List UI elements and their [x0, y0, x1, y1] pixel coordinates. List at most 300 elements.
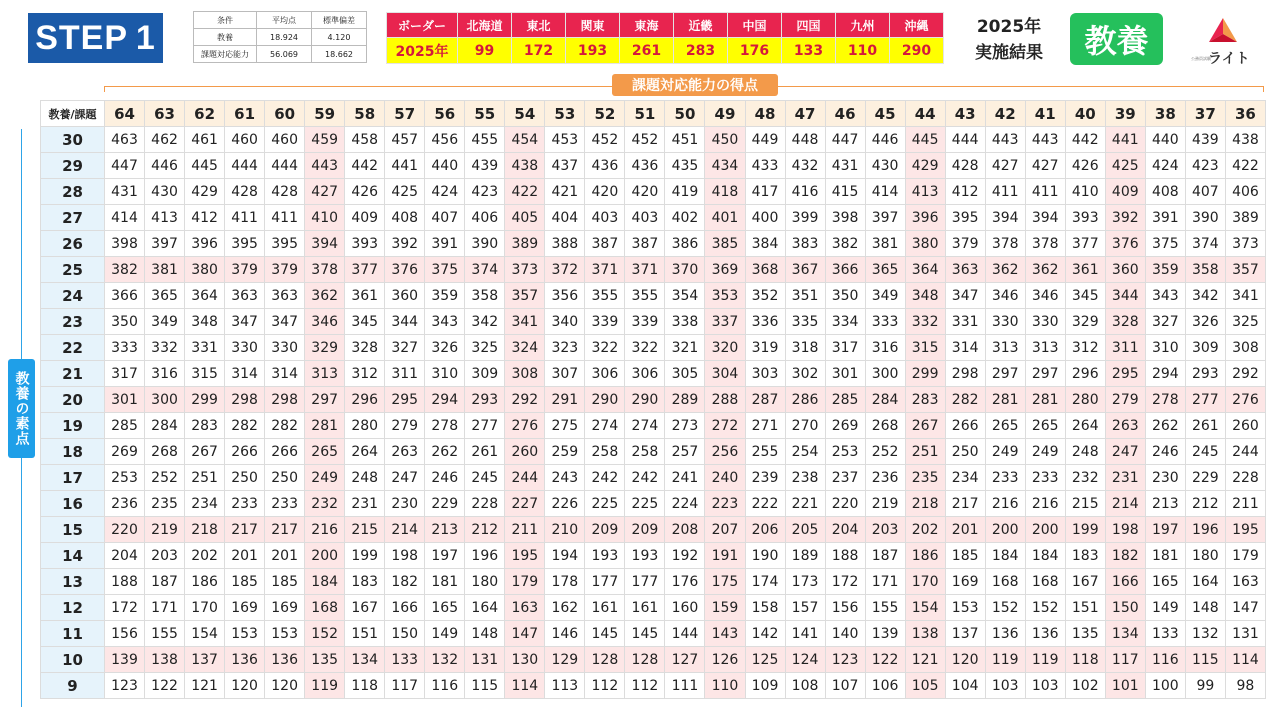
table-cell: 220 [105, 517, 145, 543]
table-cell: 155 [145, 621, 185, 647]
table-cell: 233 [985, 465, 1025, 491]
column-header: 39 [1105, 101, 1145, 127]
table-cell: 423 [465, 179, 505, 205]
table-cell: 233 [265, 491, 305, 517]
table-cell: 118 [345, 673, 385, 699]
table-cell: 385 [705, 231, 745, 257]
table-cell: 306 [625, 361, 665, 387]
border-value-cell: 290 [890, 38, 944, 64]
table-cell: 265 [1025, 413, 1065, 439]
table-cell: 178 [545, 569, 585, 595]
table-cell: 160 [665, 595, 705, 621]
table-cell: 294 [1145, 361, 1185, 387]
table-cell: 303 [745, 361, 785, 387]
table-cell: 218 [185, 517, 225, 543]
table-cell: 140 [825, 621, 865, 647]
table-cell: 252 [145, 465, 185, 491]
table-row [41, 647, 1266, 673]
table-cell: 253 [105, 465, 145, 491]
table-cell: 269 [825, 413, 865, 439]
table-cell: 361 [345, 283, 385, 309]
border-header-cell: 北海道 [458, 13, 512, 38]
stats-table [193, 11, 367, 63]
table-cell: 431 [825, 153, 865, 179]
table-cell: 411 [985, 179, 1025, 205]
table-cell: 344 [1105, 283, 1145, 309]
table-cell: 167 [1065, 569, 1105, 595]
table-cell: 440 [1145, 127, 1185, 153]
table-cell: 205 [785, 517, 825, 543]
table-cell: 397 [865, 205, 905, 231]
table-cell: 338 [665, 309, 705, 335]
table-cell: 375 [425, 257, 465, 283]
table-cell: 379 [225, 257, 265, 283]
table-cell: 131 [1225, 621, 1265, 647]
table-cell: 143 [705, 621, 745, 647]
table-cell: 195 [1225, 517, 1265, 543]
table-cell: 328 [345, 335, 385, 361]
table-cell: 366 [105, 283, 145, 309]
table-cell: 314 [265, 361, 305, 387]
table-cell: 327 [1145, 309, 1185, 335]
table-cell: 371 [625, 257, 665, 283]
table-cell: 315 [905, 335, 945, 361]
year-result-year: 2025年 [976, 17, 1042, 37]
table-cell: 116 [1145, 647, 1185, 673]
table-cell: 395 [225, 231, 265, 257]
table-cell: 136 [225, 647, 265, 673]
table-cell: 379 [945, 231, 985, 257]
column-header: 63 [145, 101, 185, 127]
table-cell: 312 [345, 361, 385, 387]
table-cell: 349 [145, 309, 185, 335]
table-cell: 198 [385, 543, 425, 569]
table-cell: 161 [625, 595, 665, 621]
column-header: 41 [1025, 101, 1065, 127]
table-cell: 300 [865, 361, 905, 387]
table-cell: 334 [825, 309, 865, 335]
border-value-cell: 172 [512, 38, 566, 64]
table-cell: 428 [945, 153, 985, 179]
border-value-cell: 261 [620, 38, 674, 64]
column-header: 51 [625, 101, 665, 127]
table-cell: 272 [705, 413, 745, 439]
table-cell: 203 [865, 517, 905, 543]
table-cell: 177 [625, 569, 665, 595]
column-header: 36 [1225, 101, 1265, 127]
column-header: 60 [265, 101, 305, 127]
table-cell: 346 [1025, 283, 1065, 309]
row-header: 14 [41, 543, 105, 569]
table-cell: 394 [1025, 205, 1065, 231]
table-cell: 397 [145, 231, 185, 257]
table-cell: 286 [785, 387, 825, 413]
table-cell: 420 [625, 179, 665, 205]
table-cell: 372 [545, 257, 585, 283]
table-cell: 158 [745, 595, 785, 621]
table-cell: 285 [825, 387, 865, 413]
table-cell: 389 [505, 231, 545, 257]
table-cell: 282 [225, 413, 265, 439]
table-cell: 425 [1105, 153, 1145, 179]
border-header-cell: 東北 [512, 13, 566, 38]
table-cell: 358 [1185, 257, 1225, 283]
table-cell: 356 [545, 283, 585, 309]
row-header: 13 [41, 569, 105, 595]
score-table [40, 100, 1266, 699]
table-cell: 317 [825, 335, 865, 361]
table-cell: 407 [425, 205, 465, 231]
table-cell: 343 [1145, 283, 1185, 309]
table-cell: 269 [105, 439, 145, 465]
border-value-cell: 133 [782, 38, 836, 64]
table-cell: 315 [185, 361, 225, 387]
table-row [41, 491, 1266, 517]
table-cell: 147 [1225, 595, 1265, 621]
table-cell: 411 [265, 205, 305, 231]
table-cell: 439 [465, 153, 505, 179]
table-cell: 223 [705, 491, 745, 517]
table-cell: 131 [465, 647, 505, 673]
table-cell: 246 [1145, 439, 1185, 465]
table-cell: 281 [985, 387, 1025, 413]
table-cell: 199 [1065, 517, 1105, 543]
y-axis-label: 教養の素点 [8, 359, 35, 458]
table-cell: 332 [905, 309, 945, 335]
column-header: 54 [505, 101, 545, 127]
table-cell: 104 [945, 673, 985, 699]
table-cell: 391 [425, 231, 465, 257]
column-header: 59 [305, 101, 345, 127]
column-header: 52 [585, 101, 625, 127]
table-cell: 331 [945, 309, 985, 335]
table-cell: 414 [865, 179, 905, 205]
table-cell: 246 [425, 465, 465, 491]
table-cell: 461 [185, 127, 225, 153]
stats-header-cell: 条件 [194, 12, 257, 29]
table-cell: 119 [305, 673, 345, 699]
table-cell: 333 [105, 335, 145, 361]
table-cell: 311 [385, 361, 425, 387]
table-cell: 247 [385, 465, 425, 491]
table-cell: 346 [305, 309, 345, 335]
table-cell: 146 [545, 621, 585, 647]
row-header: 30 [41, 127, 105, 153]
table-cell: 379 [265, 257, 305, 283]
table-cell: 393 [345, 231, 385, 257]
table-cell: 391 [1145, 205, 1185, 231]
table-row [41, 153, 1266, 179]
row-header: 15 [41, 517, 105, 543]
table-cell: 298 [945, 361, 985, 387]
table-cell: 112 [625, 673, 665, 699]
table-cell: 191 [705, 543, 745, 569]
table-cell: 248 [345, 465, 385, 491]
table-cell: 287 [745, 387, 785, 413]
table-cell: 330 [265, 335, 305, 361]
stats-header-cell: 標準偏差 [312, 12, 367, 29]
table-cell: 439 [1185, 127, 1225, 153]
table-cell: 454 [505, 127, 545, 153]
table-cell: 235 [905, 465, 945, 491]
table-cell: 212 [465, 517, 505, 543]
table-cell: 404 [545, 205, 585, 231]
table-cell: 389 [1225, 205, 1265, 231]
table-row [41, 335, 1266, 361]
table-cell: 165 [1145, 569, 1185, 595]
x-axis-label: 課題対応能力の得点 [612, 74, 778, 96]
border-value-cell: 2025年 [387, 38, 458, 64]
border-value-cell: 283 [674, 38, 728, 64]
table-cell: 153 [945, 595, 985, 621]
table-cell: 232 [305, 491, 345, 517]
table-cell: 250 [265, 465, 305, 491]
table-cell: 364 [185, 283, 225, 309]
table-cell: 111 [665, 673, 705, 699]
table-cell: 305 [665, 361, 705, 387]
table-cell: 364 [905, 257, 945, 283]
table-cell: 159 [705, 595, 745, 621]
table-cell: 184 [985, 543, 1025, 569]
table-cell: 360 [1105, 257, 1145, 283]
table-cell: 373 [1225, 231, 1265, 257]
table-cell: 153 [225, 621, 265, 647]
table-cell: 263 [385, 439, 425, 465]
table-cell: 381 [865, 231, 905, 257]
table-cell: 163 [505, 595, 545, 621]
table-cell: 136 [1025, 621, 1065, 647]
table-cell: 428 [225, 179, 265, 205]
table-cell: 196 [465, 543, 505, 569]
table-cell: 265 [985, 413, 1025, 439]
table-row [41, 309, 1266, 335]
table-row [41, 413, 1266, 439]
border-value-cell: 110 [836, 38, 890, 64]
border-header-row [387, 13, 944, 38]
table-cell: 265 [305, 439, 345, 465]
table-cell: 413 [145, 205, 185, 231]
table-cell: 116 [425, 673, 465, 699]
table-cell: 203 [145, 543, 185, 569]
table-cell: 165 [425, 595, 465, 621]
table-row [41, 621, 1266, 647]
table-cell: 363 [265, 283, 305, 309]
table-cell: 216 [305, 517, 345, 543]
table-row [41, 543, 1266, 569]
table-cell: 307 [545, 361, 585, 387]
table-cell: 200 [985, 517, 1025, 543]
table-cell: 186 [905, 543, 945, 569]
column-header: 56 [425, 101, 465, 127]
table-cell: 245 [465, 465, 505, 491]
table-cell: 426 [1065, 153, 1105, 179]
table-cell: 172 [825, 569, 865, 595]
table-cell: 200 [305, 543, 345, 569]
table-cell: 430 [865, 153, 905, 179]
table-cell: 201 [945, 517, 985, 543]
table-cell: 190 [745, 543, 785, 569]
table-cell: 354 [665, 283, 705, 309]
table-cell: 368 [745, 257, 785, 283]
table-cell: 313 [305, 361, 345, 387]
table-cell: 220 [825, 491, 865, 517]
table-cell: 424 [425, 179, 465, 205]
table-cell: 185 [225, 569, 265, 595]
table-cell: 244 [505, 465, 545, 491]
table-cell: 341 [1225, 283, 1265, 309]
table-cell: 162 [545, 595, 585, 621]
table-cell: 268 [145, 439, 185, 465]
table-cell: 284 [145, 413, 185, 439]
table-cell: 306 [585, 361, 625, 387]
table-cell: 425 [385, 179, 425, 205]
table-cell: 444 [265, 153, 305, 179]
border-value-cell: 99 [458, 38, 512, 64]
table-cell: 202 [905, 517, 945, 543]
table-cell: 179 [505, 569, 545, 595]
table-cell: 150 [385, 621, 425, 647]
table-cell: 387 [625, 231, 665, 257]
table-cell: 359 [1145, 257, 1185, 283]
table-cell: 257 [665, 439, 705, 465]
table-cell: 209 [585, 517, 625, 543]
table-cell: 267 [905, 413, 945, 439]
table-row [41, 569, 1266, 595]
table-cell: 121 [905, 647, 945, 673]
table-cell: 256 [705, 439, 745, 465]
border-header-cell: ボーダー [387, 13, 458, 38]
table-cell: 118 [1065, 647, 1105, 673]
table-cell: 393 [1065, 205, 1105, 231]
table-cell: 259 [545, 439, 585, 465]
table-cell: 120 [945, 647, 985, 673]
table-cell: 238 [785, 465, 825, 491]
table-cell: 279 [1105, 387, 1145, 413]
table-cell: 392 [385, 231, 425, 257]
table-cell: 340 [545, 309, 585, 335]
table-cell: 304 [705, 361, 745, 387]
table-cell: 329 [305, 335, 345, 361]
column-header: 46 [825, 101, 865, 127]
table-cell: 260 [505, 439, 545, 465]
stats-cell: 課題対応能力 [194, 46, 257, 63]
table-cell: 398 [825, 205, 865, 231]
table-cell: 463 [105, 127, 145, 153]
table-row [41, 361, 1266, 387]
table-cell: 117 [385, 673, 425, 699]
column-header: 42 [985, 101, 1025, 127]
table-cell: 447 [105, 153, 145, 179]
table-cell: 186 [185, 569, 225, 595]
table-cell: 382 [105, 257, 145, 283]
column-header: 40 [1065, 101, 1105, 127]
table-cell: 216 [1025, 491, 1065, 517]
table-cell: 440 [425, 153, 465, 179]
table-cell: 154 [905, 595, 945, 621]
table-cell: 123 [825, 647, 865, 673]
row-header: 24 [41, 283, 105, 309]
table-cell: 363 [225, 283, 265, 309]
table-cell: 239 [745, 465, 785, 491]
table-cell: 204 [825, 517, 865, 543]
table-cell: 424 [1145, 153, 1185, 179]
table-cell: 431 [105, 179, 145, 205]
table-cell: 387 [585, 231, 625, 257]
table-cell: 194 [545, 543, 585, 569]
table-cell: 108 [785, 673, 825, 699]
table-cell: 124 [785, 647, 825, 673]
table-cell: 274 [585, 413, 625, 439]
table-cell: 199 [345, 543, 385, 569]
table-cell: 422 [1225, 153, 1265, 179]
table-cell: 164 [1185, 569, 1225, 595]
column-header: 55 [465, 101, 505, 127]
table-cell: 313 [985, 335, 1025, 361]
table-cell: 215 [1065, 491, 1105, 517]
column-header: 50 [665, 101, 705, 127]
table-cell: 457 [385, 127, 425, 153]
table-cell: 249 [305, 465, 345, 491]
table-cell: 219 [145, 517, 185, 543]
table-cell: 133 [1145, 621, 1185, 647]
table-cell: 249 [1025, 439, 1065, 465]
table-cell: 316 [865, 335, 905, 361]
table-cell: 219 [865, 491, 905, 517]
border-value-cell: 193 [566, 38, 620, 64]
table-cell: 241 [665, 465, 705, 491]
table-cell: 196 [1185, 517, 1225, 543]
table-cell: 202 [185, 543, 225, 569]
table-cell: 409 [345, 205, 385, 231]
table-cell: 187 [145, 569, 185, 595]
table-cell: 324 [505, 335, 545, 361]
table-cell: 370 [665, 257, 705, 283]
table-cell: 264 [1065, 413, 1105, 439]
table-cell: 411 [1025, 179, 1065, 205]
table-cell: 290 [585, 387, 625, 413]
table-cell: 319 [745, 335, 785, 361]
row-header: 16 [41, 491, 105, 517]
table-cell: 182 [1105, 543, 1145, 569]
table-cell: 351 [785, 283, 825, 309]
table-cell: 346 [985, 283, 1025, 309]
table-cell: 462 [145, 127, 185, 153]
table-cell: 148 [465, 621, 505, 647]
table-cell: 233 [1025, 465, 1065, 491]
table-cell: 417 [745, 179, 785, 205]
row-header: 20 [41, 387, 105, 413]
table-cell: 183 [1065, 543, 1105, 569]
table-cell: 230 [385, 491, 425, 517]
table-cell: 169 [225, 595, 265, 621]
table-cell: 229 [1185, 465, 1225, 491]
table-cell: 299 [185, 387, 225, 413]
row-header: 17 [41, 465, 105, 491]
table-cell: 367 [785, 257, 825, 283]
table-cell: 313 [1025, 335, 1065, 361]
table-cell: 339 [625, 309, 665, 335]
table-cell: 426 [345, 179, 385, 205]
table-cell: 149 [425, 621, 465, 647]
table-cell: 301 [825, 361, 865, 387]
table-cell: 175 [705, 569, 745, 595]
table-cell: 148 [1185, 595, 1225, 621]
table-cell: 423 [1185, 153, 1225, 179]
table-cell: 102 [1065, 673, 1105, 699]
table-cell: 358 [465, 283, 505, 309]
table-cell: 251 [905, 439, 945, 465]
table-cell: 236 [865, 465, 905, 491]
